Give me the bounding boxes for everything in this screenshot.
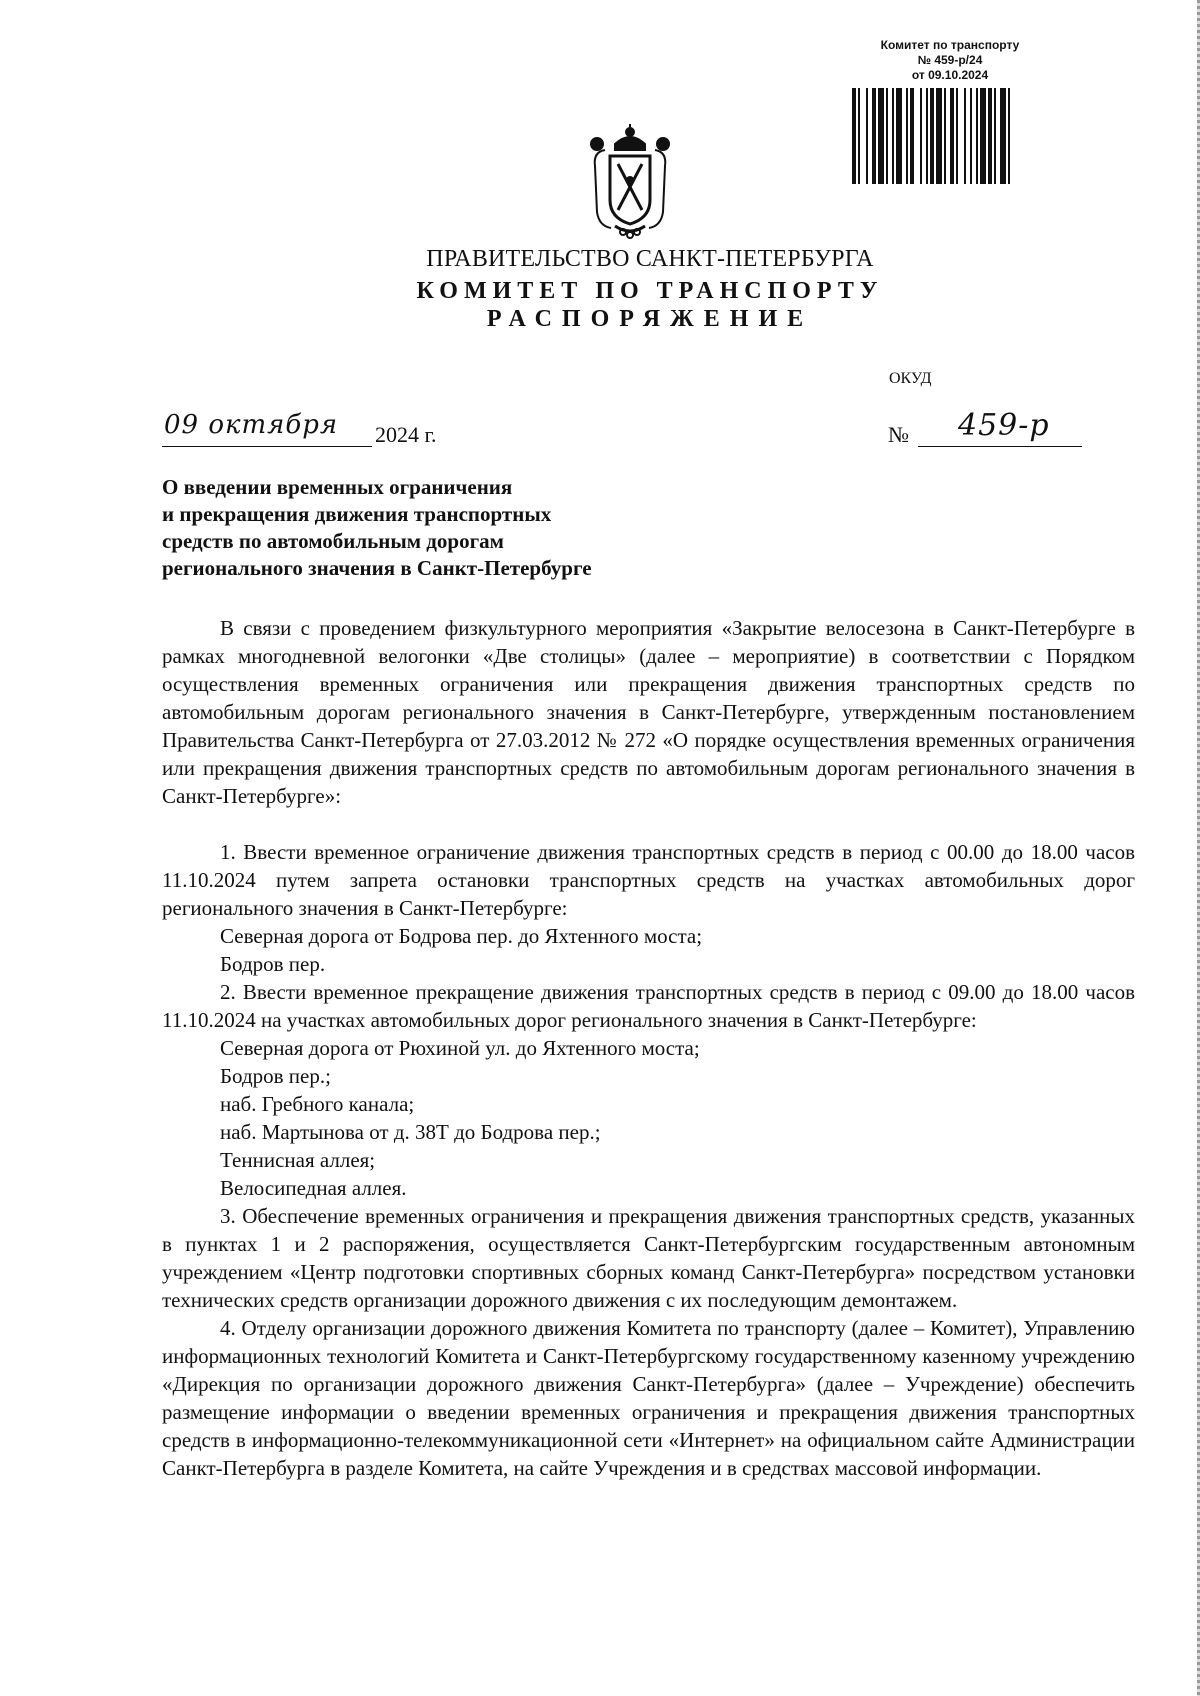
document-subject (162, 474, 592, 582)
list-item: Теннисная аллея; (220, 1148, 376, 1172)
subject-line: регионального значения в Санкт-Петербурге (162, 556, 592, 580)
list-item: Бодров пер. (220, 952, 326, 976)
list-item: Велосипедная аллея. (220, 1176, 407, 1200)
paragraph-2: 2. Ввести временное прекращение движения транспортных средств в период с 09.00 до 18.00 часов 11.10.2024 на участках автомобильных дорог регионального значения в Санкт-Петербурге: (162, 980, 1135, 1032)
paragraph-1: 1. Ввести временное ограничение движения транспортных средств в период с 00.00 до 18.00 часов 11.10.2024 путем запрета остановки транспортных средств на участках автомобильных дорог регионального значения в Санкт-Петербурге: (162, 840, 1135, 920)
committee-title: КОМИТЕТ ПО ТРАНСПОРТУ (416, 278, 884, 304)
list-item: наб. Гребного канала; (220, 1092, 415, 1116)
subject-line: и прекращения движения транспортных (162, 502, 552, 526)
document-date (162, 410, 562, 454)
stamp-line-committee: Комитет по транспорту (880, 38, 1020, 52)
list-item: Бодров пер.; (220, 1064, 331, 1088)
handwritten-date: 09 октября (164, 410, 339, 440)
date-underline (162, 446, 372, 447)
list-item: наб. Мартынова от д. 38Т до Бодрова пер.; (220, 1120, 601, 1144)
number-sign: № (888, 422, 909, 447)
stamp-line-number: № 459-р/24 (917, 53, 983, 67)
paragraph-4: 4. Отделу организации дорожного движения Комитета по транспорту (далее – Комитет), Управлению информационных технологий Комитета и Санкт-Петербургскому государственному казенному учреждению «Дирекция по организации дорожного движения Санкт-Петербурга» (далее – Учреждение) обеспечить размещение информации о введении временных ограничения и прекращения движения транспортных средств в информационно-телекоммуникационной сети «Интернет» на официальном сайте Администрации Санкт-Петербурга в разделе Комитета, на сайте Учреждения и в средствах массовой информации. (162, 1316, 1135, 1480)
okud-label: ОКУД (889, 370, 932, 387)
coat-of-arms-emblem (585, 122, 675, 240)
handwritten-number: 459-р (958, 408, 1050, 443)
subject-line: средств по автомобильным дорогам (162, 529, 504, 553)
registration-stamp (838, 38, 1062, 83)
list-item: Северная дорога от Рюхиной ул. до Яхтенного моста; (220, 1036, 700, 1060)
list-item: Северная дорога от Бодрова пер. до Яхтенного моста; (220, 924, 703, 948)
barcode (852, 88, 1060, 184)
document-body (162, 614, 1135, 1482)
government-title: ПРАВИТЕЛЬСТВО САНКТ-ПЕТЕРБУРГА (426, 246, 874, 272)
date-year: 2024 г. (375, 422, 437, 447)
number-underline (918, 446, 1082, 447)
document-number (888, 408, 1088, 454)
paragraph-3: 3. Обеспечение временных ограничения и прекращения движения транспортных средств, указанных в пунктах 1 и 2 распоряжения, осуществляется Санкт-Петербургским государственным автономным учреждением «Центр подготовки спортивных сборных команд Санкт-Петербурга» посредством установки технических средств организации дорожного движения с их последующим демонтажем. (162, 1204, 1135, 1312)
stamp-line-date: от 09.10.2024 (911, 68, 989, 82)
document-type: РАСПОРЯЖЕНИЕ (486, 306, 814, 332)
preamble-paragraph: В связи с проведением физкультурного мероприятия «Закрытие велосезона в Санкт-Петербурге в рамках многодневной велогонки «Две столицы» (далее – мероприятие) в соответствии с Порядком осуществления временных ограничения или прекращения движения транспортных средств по автомобильным дорогам регионального значения в Санкт-Петербурге, утвержденным постановлением Правительства Санкт-Петербурга от 27.03.2012 № 272 «О порядке осуществления временных ограничения или прекращения движения транспортных средств по автомобильным дорогам регионального значения в Санкт-Петербурге»: (162, 616, 1135, 808)
paragraph-gap (162, 810, 1135, 838)
subject-line: О введении временных ограничения (162, 475, 513, 499)
